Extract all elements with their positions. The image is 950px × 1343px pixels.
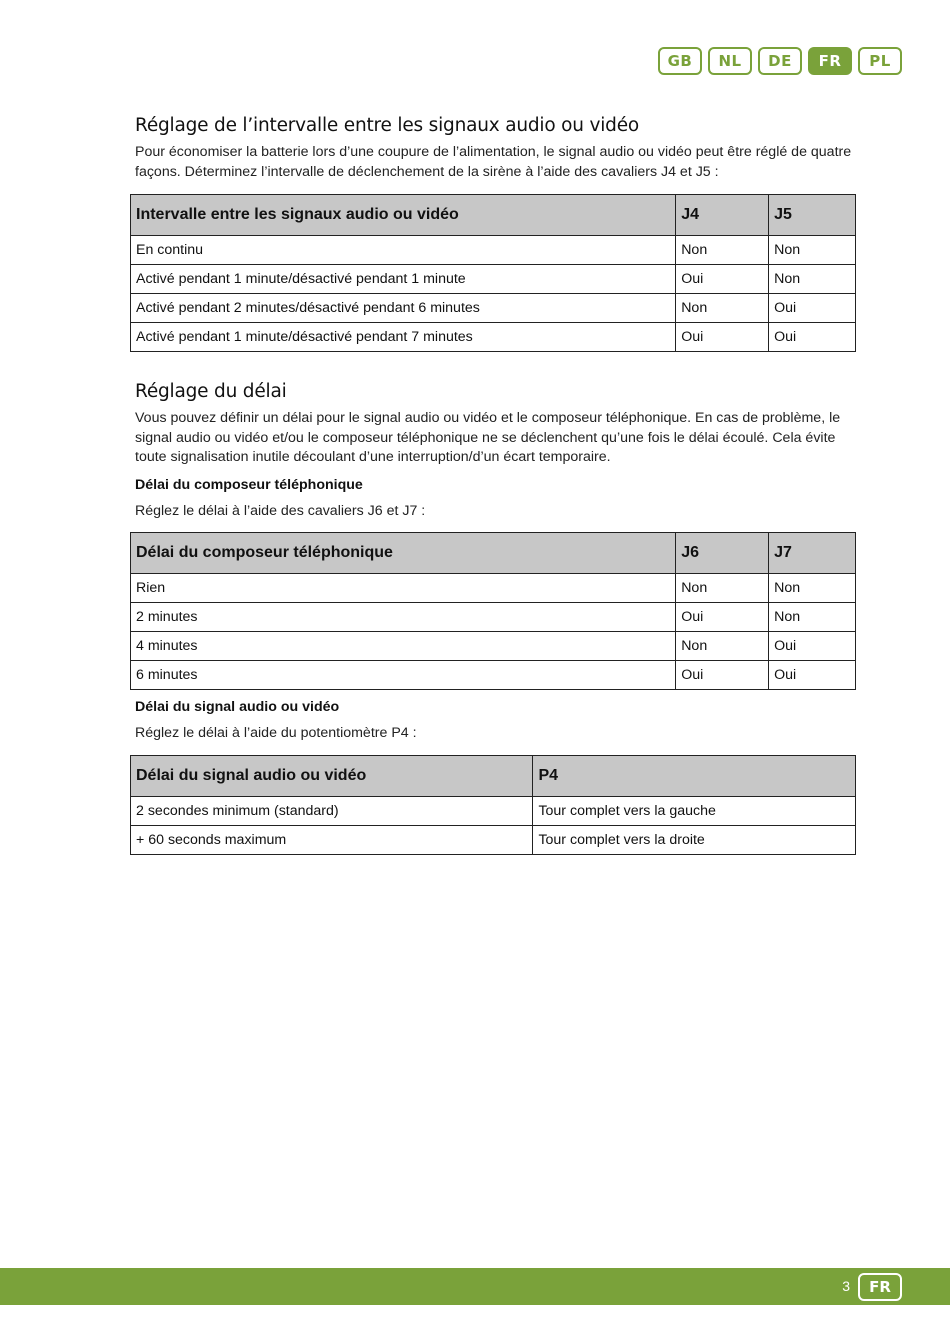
- section-title-delay: Réglage du délai: [135, 381, 287, 402]
- table-cell: Non: [676, 236, 769, 265]
- table-header-cell: Délai du signal audio ou vidéo: [131, 755, 533, 796]
- table-row: [131, 825, 856, 854]
- table-cell: Oui: [676, 661, 769, 690]
- dialer-instruction: Réglez le délai à l’aide des cavaliers J6 et J7 :: [135, 502, 426, 519]
- dialer-table: [130, 532, 856, 690]
- table-row: [131, 632, 856, 661]
- table-cell: 2 minutes: [131, 603, 676, 632]
- table-cell: + 60 seconds maximum: [131, 825, 533, 854]
- table-cell: Oui: [769, 323, 856, 352]
- table-cell: 2 secondes minimum (standard): [131, 796, 533, 825]
- table-header-row: [131, 195, 856, 236]
- table-cell: Tour complet vers la droite: [533, 825, 856, 854]
- section-paragraph-delay: Vous pouvez définir un délai pour le signal audio ou vidéo et le composeur téléphonique. En cas de problème, le signal audio ou vidéo et/ou le composeur téléphonique ne se déclenchent qu’une fois le délai écoulé. Cela évite toute signalisation inutile découlant d’une interruption/d’un écart temporaire.: [135, 410, 841, 465]
- table-header-cell: J5: [769, 195, 856, 236]
- table-cell: Activé pendant 1 minute/désactivé pendant 1 minute: [131, 265, 676, 294]
- table-cell: En continu: [131, 236, 676, 265]
- table-cell: 4 minutes: [131, 632, 676, 661]
- page-content: [135, 115, 860, 855]
- table-row: [131, 265, 856, 294]
- table-row: [131, 323, 856, 352]
- table-cell: Oui: [676, 265, 769, 294]
- footer-bar: [0, 1268, 950, 1305]
- lang-tab-fr[interactable]: FR: [808, 47, 852, 75]
- language-selector: [658, 47, 902, 75]
- lang-tab-de[interactable]: DE: [758, 47, 802, 75]
- footer-language-badge: FR: [858, 1273, 902, 1301]
- table-cell: Oui: [769, 294, 856, 323]
- table-row: [131, 294, 856, 323]
- table-row: [131, 603, 856, 632]
- lang-tab-gb[interactable]: GB: [658, 47, 702, 75]
- table-cell: Activé pendant 2 minutes/désactivé pendant 6 minutes: [131, 294, 676, 323]
- table-header-row: [131, 755, 856, 796]
- table-cell: 6 minutes: [131, 661, 676, 690]
- table-cell: Non: [769, 265, 856, 294]
- table-cell: Oui: [769, 661, 856, 690]
- table-row: [131, 796, 856, 825]
- table-header-cell: J7: [769, 533, 856, 574]
- page-number: 3: [842, 1278, 850, 1294]
- table-cell: Tour complet vers la gauche: [533, 796, 856, 825]
- table-row: [131, 236, 856, 265]
- table-row: [131, 574, 856, 603]
- signal-table: [130, 755, 856, 855]
- lang-tab-nl[interactable]: NL: [708, 47, 752, 75]
- dialer-subtitle: Délai du composeur téléphonique: [135, 476, 363, 493]
- lang-tab-pl[interactable]: PL: [858, 47, 902, 75]
- table-header-cell: J4: [676, 195, 769, 236]
- table-header-cell: P4: [533, 755, 856, 796]
- table-row: [131, 661, 856, 690]
- signal-subtitle: Délai du signal audio ou vidéo: [135, 699, 340, 715]
- table-cell: Oui: [676, 603, 769, 632]
- table-header-cell: J6: [676, 533, 769, 574]
- table-cell: Non: [676, 632, 769, 661]
- table-cell: Oui: [769, 632, 856, 661]
- table-cell: Activé pendant 1 minute/désactivé pendant 7 minutes: [131, 323, 676, 352]
- section-title-interval: Réglage de l’intervalle entre les signaux audio ou vidéo: [135, 115, 639, 136]
- section-paragraph-interval: Pour économiser la batterie lors d’une coupure de l’alimentation, le signal audio ou vidéo peut être réglé de quatre façons. Déterminez l’intervalle de déclenchement de la sirène à l’aide des cavaliers J4 et J5 :: [135, 144, 852, 180]
- table-cell: Non: [769, 574, 856, 603]
- table-cell: Rien: [131, 574, 676, 603]
- table-cell: Non: [676, 294, 769, 323]
- table-cell: Non: [769, 603, 856, 632]
- interval-table: [130, 194, 856, 352]
- table-cell: Non: [676, 574, 769, 603]
- signal-instruction: Réglez le délai à l’aide du potentiomètre P4 :: [135, 725, 417, 741]
- table-cell: Non: [769, 236, 856, 265]
- table-header-row: [131, 533, 856, 574]
- table-cell: Oui: [676, 323, 769, 352]
- table-header-cell: Intervalle entre les signaux audio ou vidéo: [131, 195, 676, 236]
- table-header-cell: Délai du composeur téléphonique: [131, 533, 676, 574]
